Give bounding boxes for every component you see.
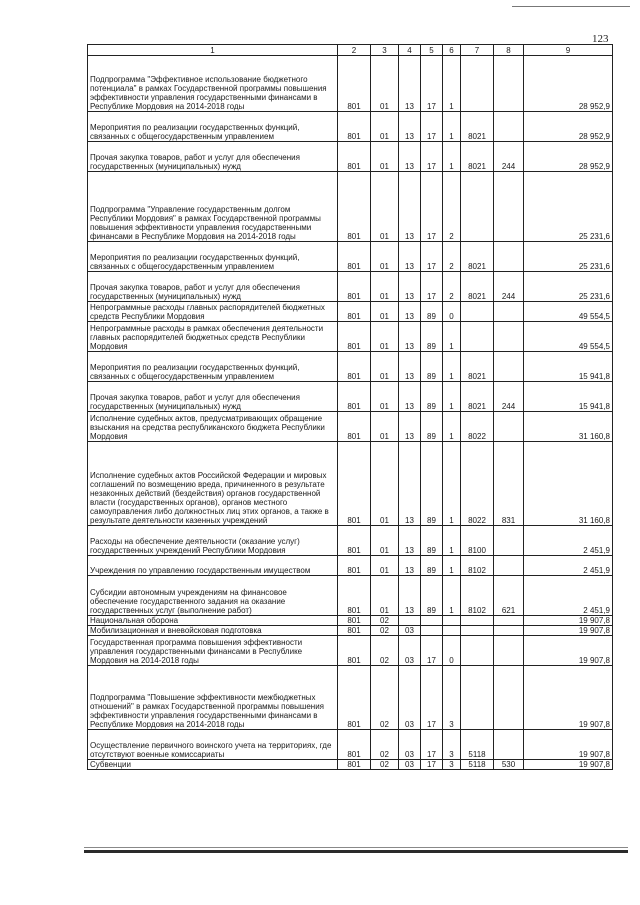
row-code-c3: 02 [371,760,399,770]
row-amount: 19 907,8 [524,626,613,636]
column-header: 4 [399,45,421,56]
row-name: Непрограммные расходы в рамках обеспечения деятельности главных распорядителей бюджетных средств Республики Мордовия [88,322,338,352]
row-code-c4: 13 [399,322,421,352]
row-code-c2: 801 [338,56,371,112]
table-row [88,666,613,730]
row-code-c6: 3 [443,666,461,730]
row-amount: 31 160,8 [524,442,613,526]
table-row [88,616,613,626]
row-code-c2: 801 [338,556,371,576]
row-amount: 49 554,5 [524,302,613,322]
table-row [88,412,613,442]
row-name: Прочая закупка товаров, работ и услуг для обеспечения государственных (муниципальных) нужд [88,142,338,172]
row-code-c7 [461,302,494,322]
row-code-c6: 1 [443,56,461,112]
row-code-c7: 8022 [461,442,494,526]
table-row [88,172,613,242]
row-code-c5 [421,626,443,636]
column-header: 3 [371,45,399,56]
row-code-c5: 89 [421,352,443,382]
row-code-c8: 530 [494,760,524,770]
row-name: Мероприятия по реализации государственных функций, связанных с общегосударственным управлением [88,112,338,142]
row-name: Прочая закупка товаров, работ и услуг для обеспечения государственных (муниципальных) нужд [88,272,338,302]
row-code-c2: 801 [338,616,371,626]
table-row [88,636,613,666]
row-code-c3: 01 [371,56,399,112]
row-name: Мобилизационная и вневойсковая подготовка [88,626,338,636]
row-amount: 15 941,8 [524,382,613,412]
row-code-c4: 13 [399,56,421,112]
row-code-c4: 13 [399,172,421,242]
table-row [88,382,613,412]
row-code-c5: 89 [421,412,443,442]
row-amount: 25 231,6 [524,272,613,302]
column-header: 8 [494,45,524,56]
row-code-c2: 801 [338,442,371,526]
row-code-c8 [494,556,524,576]
row-code-c4: 13 [399,272,421,302]
row-code-c3: 01 [371,382,399,412]
row-code-c2: 801 [338,272,371,302]
column-header: 7 [461,45,494,56]
table-row [88,760,613,770]
row-code-c6 [443,626,461,636]
table-header-row [88,45,613,56]
budget-table [87,44,613,770]
row-amount: 28 952,9 [524,56,613,112]
row-code-c3: 02 [371,616,399,626]
row-code-c3: 01 [371,576,399,616]
table-row [88,442,613,526]
row-code-c3: 01 [371,556,399,576]
row-amount: 28 952,9 [524,142,613,172]
row-name: Осуществление первичного воинского учета на территориях, где отсутствуют военные комиссариаты [88,730,338,760]
row-code-c4: 13 [399,352,421,382]
row-code-c2: 801 [338,666,371,730]
row-code-c4: 03 [399,730,421,760]
row-amount: 2 451,9 [524,576,613,616]
row-code-c5: 17 [421,172,443,242]
row-code-c2: 801 [338,382,371,412]
row-code-c8 [494,242,524,272]
row-code-c3: 01 [371,272,399,302]
row-code-c3: 01 [371,442,399,526]
column-header: 5 [421,45,443,56]
row-amount: 31 160,8 [524,412,613,442]
row-code-c5: 17 [421,142,443,172]
row-code-c7 [461,666,494,730]
row-amount: 19 907,8 [524,730,613,760]
row-code-c2: 801 [338,322,371,352]
row-code-c6: 0 [443,302,461,322]
row-code-c2: 801 [338,302,371,322]
row-code-c4: 13 [399,302,421,322]
row-code-c6: 1 [443,556,461,576]
row-code-c4: 13 [399,112,421,142]
row-code-c7: 8100 [461,526,494,556]
row-name: Мероприятия по реализации государственных функций, связанных с общегосударственным управлением [88,242,338,272]
row-code-c4: 03 [399,760,421,770]
column-header: 2 [338,45,371,56]
row-code-c8 [494,412,524,442]
row-code-c4: 13 [399,526,421,556]
row-code-c4 [399,616,421,626]
row-code-c5: 89 [421,382,443,412]
row-code-c5: 89 [421,442,443,526]
row-code-c6: 1 [443,442,461,526]
row-code-c4: 13 [399,412,421,442]
row-name: Мероприятия по реализации государственных функций, связанных с общегосударственным управлением [88,352,338,382]
row-name: Субвенции [88,760,338,770]
table-row [88,352,613,382]
row-code-c7: 8021 [461,352,494,382]
table-row [88,112,613,142]
row-code-c2: 801 [338,636,371,666]
row-code-c7: 8021 [461,272,494,302]
row-code-c4: 13 [399,382,421,412]
row-code-c7 [461,56,494,112]
row-amount: 19 907,8 [524,636,613,666]
row-code-c3: 01 [371,172,399,242]
row-code-c2: 801 [338,352,371,382]
row-code-c5: 17 [421,666,443,730]
row-code-c3: 02 [371,636,399,666]
row-code-c8 [494,636,524,666]
row-amount: 19 907,8 [524,760,613,770]
row-code-c5: 17 [421,56,443,112]
row-name: Исполнение судебных актов Российской Федерации и мировых соглашений по возмещению вреда, причиненного в результате незаконных действий (бездействия) органов государственной власти (государственных органов), органов местного самоуправления либо должностных лиц этих органов, а также в результате деятельности казенных учреждений [88,442,338,526]
row-code-c8 [494,352,524,382]
row-code-c8 [494,322,524,352]
row-code-c6: 3 [443,760,461,770]
row-code-c5: 17 [421,242,443,272]
row-code-c7 [461,636,494,666]
row-code-c3: 01 [371,352,399,382]
row-code-c7: 8021 [461,242,494,272]
row-code-c5: 89 [421,302,443,322]
row-code-c3: 02 [371,666,399,730]
row-code-c3: 01 [371,242,399,272]
row-code-c4: 03 [399,636,421,666]
row-name: Национальная оборона [88,616,338,626]
row-code-c7: 8021 [461,382,494,412]
row-code-c7: 8021 [461,142,494,172]
row-amount: 15 941,8 [524,352,613,382]
row-code-c8: 244 [494,272,524,302]
row-code-c8 [494,616,524,626]
row-code-c3: 01 [371,112,399,142]
row-code-c4: 13 [399,142,421,172]
row-code-c8: 831 [494,442,524,526]
table-row [88,302,613,322]
row-code-c7: 5118 [461,760,494,770]
row-name: Учреждения по управлению государственным имуществом [88,556,338,576]
row-code-c4: 13 [399,576,421,616]
row-code-c6 [443,616,461,626]
row-code-c7 [461,172,494,242]
row-code-c8: 621 [494,576,524,616]
row-code-c6: 1 [443,322,461,352]
row-code-c6: 1 [443,526,461,556]
row-code-c8 [494,302,524,322]
row-code-c2: 801 [338,730,371,760]
row-code-c5: 89 [421,322,443,352]
row-name: Государственная программа повышения эффективности управления государственными финансами в Республике Мордовия на 2014-2018 годы [88,636,338,666]
column-header: 1 [88,45,338,56]
row-code-c7 [461,616,494,626]
row-code-c5: 89 [421,556,443,576]
row-code-c7: 8022 [461,412,494,442]
row-code-c4: 13 [399,442,421,526]
row-code-c5: 17 [421,760,443,770]
table-row [88,142,613,172]
bottom-scan-bar [84,850,628,853]
row-name: Исполнение судебных актов, предусматривающих обращение взыскания на средства республиканского бюджета Республики Мордовия [88,412,338,442]
row-code-c3: 02 [371,626,399,636]
row-code-c8 [494,666,524,730]
row-amount: 2 451,9 [524,556,613,576]
row-code-c5: 17 [421,112,443,142]
row-code-c6: 2 [443,172,461,242]
row-code-c6: 1 [443,112,461,142]
row-amount: 19 907,8 [524,666,613,730]
table-row [88,242,613,272]
row-code-c2: 801 [338,242,371,272]
row-code-c6: 2 [443,272,461,302]
column-header: 9 [524,45,613,56]
row-name: Расходы на обеспечение деятельности (оказание услуг) государственных учреждений Республики Мордовия [88,526,338,556]
table-row [88,556,613,576]
row-code-c8 [494,626,524,636]
row-code-c2: 801 [338,576,371,616]
row-code-c5 [421,616,443,626]
row-code-c2: 801 [338,412,371,442]
row-code-c7 [461,322,494,352]
scan-edge-line [512,6,630,7]
row-code-c2: 801 [338,112,371,142]
row-name: Непрограммные расходы главных распорядителей бюджетных средств Республики Мордовия [88,302,338,322]
row-name: Подпрограмма "Управление государственным долгом Республики Мордовия" в рамках Государственной программы повышения эффективности управления государственными финансами в Республике Мордовия на 2014-2018 годы [88,172,338,242]
row-amount: 25 231,6 [524,242,613,272]
row-code-c8: 244 [494,382,524,412]
row-amount: 2 451,9 [524,526,613,556]
row-code-c8 [494,112,524,142]
row-code-c3: 02 [371,730,399,760]
row-code-c8 [494,730,524,760]
row-code-c6: 1 [443,412,461,442]
row-amount: 19 907,8 [524,616,613,626]
row-code-c5: 89 [421,576,443,616]
table-row [88,730,613,760]
row-amount: 25 231,6 [524,172,613,242]
table-body [88,56,613,770]
table-row [88,526,613,556]
row-code-c6: 2 [443,242,461,272]
column-header: 6 [443,45,461,56]
row-code-c6: 1 [443,576,461,616]
row-name: Прочая закупка товаров, работ и услуг для обеспечения государственных (муниципальных) нужд [88,382,338,412]
row-code-c8: 244 [494,142,524,172]
row-code-c7: 8021 [461,112,494,142]
table-row [88,272,613,302]
row-code-c7: 8102 [461,576,494,616]
row-code-c6: 1 [443,142,461,172]
row-code-c8 [494,172,524,242]
row-name: Подпрограмма "Повышение эффективности межбюджетных отношений" в рамках Государственной программы повышения эффективности управления государственными финансами в Республике Мордовия на 2014-2018 годы [88,666,338,730]
row-amount: 49 554,5 [524,322,613,352]
row-code-c5: 17 [421,636,443,666]
table-row [88,576,613,616]
row-code-c2: 801 [338,760,371,770]
table-row [88,56,613,112]
bottom-scan-line [84,847,628,848]
row-code-c3: 01 [371,412,399,442]
row-amount: 28 952,9 [524,112,613,142]
row-code-c6: 1 [443,382,461,412]
row-name: Подпрограмма "Эффективное использование бюджетного потенциала" в рамках Государственной программы повышения эффективности управления государственными финансами в Республике Мордовия на 2014-2018 годы [88,56,338,112]
row-code-c7 [461,626,494,636]
row-code-c6: 1 [443,352,461,382]
row-code-c6: 3 [443,730,461,760]
row-code-c2: 801 [338,626,371,636]
row-code-c3: 01 [371,142,399,172]
row-code-c4: 13 [399,556,421,576]
row-name: Субсидии автономным учреждениям на финансовое обеспечение государственного задания на оказание государственных услуг (выполнение работ) [88,576,338,616]
row-code-c7: 8102 [461,556,494,576]
table-row [88,626,613,636]
row-code-c4: 03 [399,666,421,730]
row-code-c8 [494,56,524,112]
row-code-c3: 01 [371,322,399,352]
row-code-c8 [494,526,524,556]
row-code-c7: 5118 [461,730,494,760]
row-code-c5: 17 [421,272,443,302]
row-code-c2: 801 [338,142,371,172]
table-row [88,322,613,352]
row-code-c5: 89 [421,526,443,556]
row-code-c3: 01 [371,526,399,556]
row-code-c4: 03 [399,626,421,636]
row-code-c4: 13 [399,242,421,272]
row-code-c3: 01 [371,302,399,322]
page-number: 123 [592,33,609,45]
row-code-c2: 801 [338,526,371,556]
row-code-c5: 17 [421,730,443,760]
row-code-c6: 0 [443,636,461,666]
row-code-c2: 801 [338,172,371,242]
